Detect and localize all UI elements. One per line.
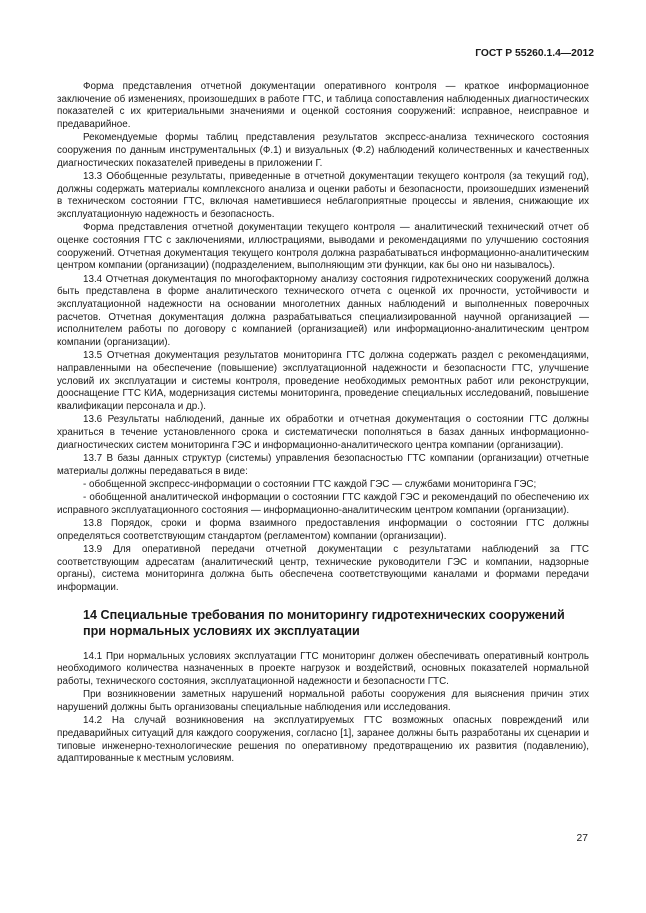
page-number: 27	[576, 833, 588, 844]
clause-13-3: 13.3 Обобщенные результаты, приведенные в отчетной документации текущего контроля (за текущий год), должны содержать материалы комплексного анализа и оценки работы и безопасности, произошедших изменений в техническом состоянии ГТС, включая наметившиеся неблагоприятные процессы и явления, снижающие их эксплуатационную надежность и безопасность.	[57, 170, 589, 221]
section-title-line1: 14 Специальные требования по мониторингу гидротехнических сооружений	[83, 607, 565, 622]
clause-13-9: 13.9 Для оперативной передачи отчетной документации с результатами наблюдений за ГТС соответствующим адресатам (аналитический центр, технические руководители ГЭС и компании, надзорные органы), система мониторинга должна быть обеспечена соответствующими каналами и формами передачи информации.	[57, 543, 589, 593]
standard-designation: ГОСТ Р 55260.1.4—2012	[475, 48, 594, 59]
clause-13-5: 13.5 Отчетная документация результатов мониторинга ГТС должна содержать раздел с рекомендациями, направленными на обеспечение (повышение) эксплуатационной надежности и безопасности ГТС, улучшение условий их эксплуатации и системы контроля, проведение необходимых ремонтных работ или реконструкции, дооснащение ГТС КИА, модернизация системы мониторинга, проведение специальных исследований, повышение квалификации персонала и др.).	[57, 350, 589, 413]
clause-13-4: 13.4 Отчетная документация по многофакторному анализу состояния гидротехнических сооружений должна быть представлена в форме аналитического технического отчета с оценкой их прочности, устойчивости и эксплуатационной надежности на основании многолетних данных наблюдений и выполненных поверочных расчетов. Отчетная документация должна разрабатываться специализированной научной организацией — исполнителем работы по договору с компанией (организацией) или информационно-аналитическим центром компании (организации).	[57, 273, 589, 349]
list-item: - обобщенной аналитической информации о состоянии ГТС каждой ГЭС и рекомендаций по обеспечению их исправного эксплуатационного состояния — информационно-аналитическим центром компании (организации).	[57, 492, 589, 516]
paragraph: При возникновении заметных нарушений нормальной работы сооружения для выяснения причин этих нарушений должны быть организованы специальные наблюдения или исследования.	[57, 689, 589, 713]
section-14-heading	[83, 607, 589, 639]
paragraph: Форма представления отчетной документации оперативного контроля — краткое информационное заключение об изменениях, произошедших в работе ГТС, и таблица сопоставления наблюденных диагностических показателей с их критериальными значениями и оценкой состояния сооружений: исправное, неисправное и предаварийное.	[57, 81, 589, 131]
paragraph: Рекомендуемые формы таблиц представления результатов экспресс-анализа технического состояния сооружения по данным инструментальных (Ф.1) и визуальных (Ф.2) наблюдений количественных и качественных диагностических показателей приведены в приложении Г.	[57, 132, 589, 169]
section-title-line2: при нормальных условиях их эксплуатации	[83, 623, 360, 638]
list-item: - обобщенной экспресс-информации о состоянии ГТС каждой ГЭС — службами мониторинга ГЭС;	[83, 478, 537, 490]
document-body	[57, 81, 589, 766]
clause-13-7: 13.7 В базы данных структур (системы) управления безопасностью ГТС компании (организации) отчетные материалы должны передаваться в виде:	[57, 452, 589, 477]
clause-13-8: 13.8 Порядок, сроки и форма взаимного предоставления информации о состоянии ГТС должны определяться соответствующим стандартом (регламентом) компании (организации).	[57, 517, 589, 542]
clause-13-6: 13.6 Результаты наблюдений, данные их обработки и отчетная документация о состоянии ГТС должны храниться в течение установленного срока и систематически пополняться в базах данных информационно-диагностических систем мониторинга ГЭС и информационно-аналитического центра компании (организации).	[57, 414, 589, 451]
clause-14-2: 14.2 На случай возникновения на эксплуатируемых ГТС возможных опасных повреждений или предаварийных ситуаций для каждого сооружения, согласно [1], заранее должны быть разработаны их сценарии и типовые инженерно-технологические решения по оперативному предотвращению их развития (подавлению), адаптированные к местным условиям.	[57, 715, 589, 765]
clause-14-1: 14.1 При нормальных условиях эксплуатации ГТС мониторинг должен обеспечивать оперативный контроль необходимого количества назначенных в проекте нагрузок и воздействий, основных показателей нормальной работы, технического состояния, эксплуатационной надежности и безопасности ГТС.	[57, 650, 589, 688]
paragraph: Форма представления отчетной документации текущего контроля — аналитический технический отчет об оценке состояния ГТС с заключениями, иллюстрациями, выводами и рекомендациями по улучшению состояния сооружений. Отчетная документация текущего контроля должна разрабатываться информационно-аналитическим центром компании (организации) (подразделением, выполняющим эти функции, как бы оно ни называлось).	[57, 222, 589, 272]
